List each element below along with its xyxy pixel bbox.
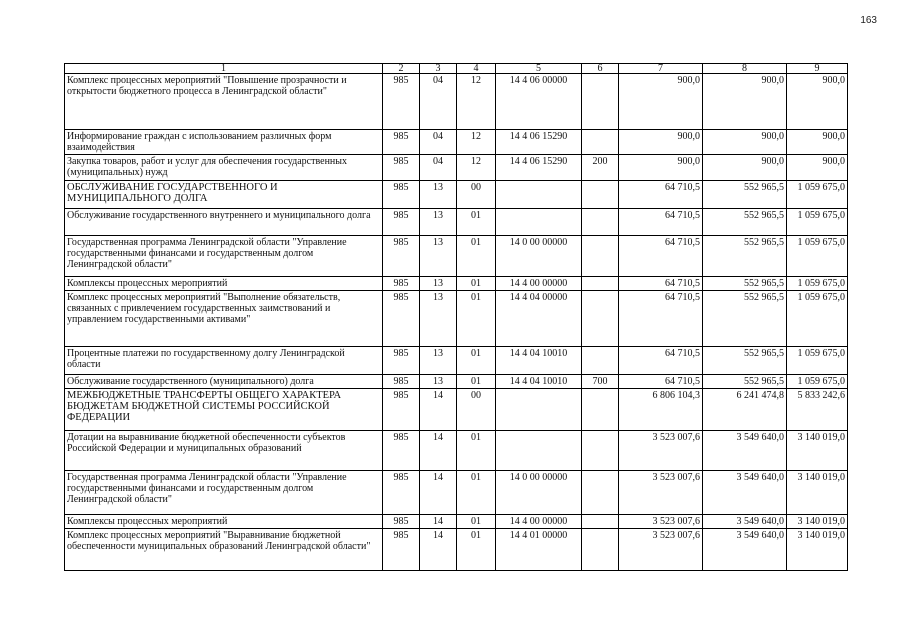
cell-amount-col7: 3 523 007,6 (619, 471, 703, 515)
cell-target-article (496, 389, 582, 431)
row-name: МЕЖБЮДЖЕТНЫЕ ТРАНСФЕРТЫ ОБЩЕГО ХАРАКТЕРА БЮДЖЕТАМ БЮДЖЕТНОЙ СИСТЕМЫ РОССИЙСКОЙ ФЕДЕРАЦИИ (65, 389, 383, 431)
cell-amount-col8: 552 965,5 (703, 236, 787, 277)
cell-amount-col9: 1 059 675,0 (787, 291, 848, 347)
cell-amount-col7: 64 710,5 (619, 181, 703, 209)
cell-target-article (496, 431, 582, 471)
header-cell: 7 (619, 64, 703, 74)
header-cell: 9 (787, 64, 848, 74)
cell-admin-code: 985 (383, 375, 420, 389)
table-row (65, 375, 848, 389)
cell-section: 04 (420, 74, 457, 130)
cell-subsection: 12 (457, 130, 496, 155)
row-name: Закупка товаров, работ и услуг для обеспечения государственных (муниципальных) нужд (65, 155, 383, 181)
cell-section: 13 (420, 209, 457, 236)
page-number: 163 (860, 15, 877, 26)
cell-amount-col9: 900,0 (787, 74, 848, 130)
cell-admin-code: 985 (383, 291, 420, 347)
cell-expense-type: 200 (582, 155, 619, 181)
cell-admin-code: 985 (383, 209, 420, 236)
cell-amount-col9: 900,0 (787, 155, 848, 181)
cell-section: 13 (420, 291, 457, 347)
cell-amount-col8: 3 549 640,0 (703, 515, 787, 529)
cell-admin-code: 985 (383, 347, 420, 375)
row-name: Процентные платежи по государственному долгу Ленинградской области (65, 347, 383, 375)
cell-target-article (496, 209, 582, 236)
table-row (65, 347, 848, 375)
table-row (65, 236, 848, 277)
header-cell: 8 (703, 64, 787, 74)
cell-expense-type (582, 181, 619, 209)
row-name: Комплекс процессных мероприятий "Повышение прозрачности и открытости бюджетного процесса в Ленинградской области" (65, 74, 383, 130)
cell-amount-col7: 900,0 (619, 130, 703, 155)
cell-admin-code: 985 (383, 236, 420, 277)
cell-section: 14 (420, 529, 457, 571)
cell-section: 04 (420, 130, 457, 155)
header-cell: 2 (383, 64, 420, 74)
cell-admin-code: 985 (383, 74, 420, 130)
cell-amount-col8: 552 965,5 (703, 277, 787, 291)
cell-amount-col8: 900,0 (703, 155, 787, 181)
cell-expense-type (582, 389, 619, 431)
table-row (65, 529, 848, 571)
cell-target-article (496, 181, 582, 209)
cell-amount-col9: 1 059 675,0 (787, 347, 848, 375)
cell-amount-col9: 1 059 675,0 (787, 236, 848, 277)
cell-section: 13 (420, 236, 457, 277)
cell-admin-code: 985 (383, 471, 420, 515)
cell-amount-col9: 3 140 019,0 (787, 515, 848, 529)
cell-section: 04 (420, 155, 457, 181)
table-row (65, 181, 848, 209)
cell-amount-col7: 64 710,5 (619, 291, 703, 347)
cell-amount-col9: 3 140 019,0 (787, 431, 848, 471)
cell-expense-type (582, 515, 619, 529)
table-row (65, 291, 848, 347)
cell-amount-col7: 64 710,5 (619, 277, 703, 291)
table-header-row (65, 64, 848, 74)
table-row (65, 431, 848, 471)
row-name: Дотации на выравнивание бюджетной обеспеченности субъектов Российской Федерации и муниципальных образований (65, 431, 383, 471)
cell-expense-type (582, 347, 619, 375)
cell-section: 14 (420, 471, 457, 515)
header-cell: 4 (457, 64, 496, 74)
cell-expense-type (582, 277, 619, 291)
cell-amount-col7: 900,0 (619, 155, 703, 181)
cell-subsection: 01 (457, 471, 496, 515)
cell-amount-col8: 552 965,5 (703, 291, 787, 347)
row-name: ОБСЛУЖИВАНИЕ ГОСУДАРСТВЕННОГО И МУНИЦИПАЛЬНОГО ДОЛГА (65, 181, 383, 209)
cell-target-article: 14 4 04 00000 (496, 291, 582, 347)
cell-subsection: 01 (457, 236, 496, 277)
cell-expense-type (582, 209, 619, 236)
cell-target-article: 14 4 06 15290 (496, 130, 582, 155)
cell-amount-col7: 64 710,5 (619, 347, 703, 375)
cell-section: 13 (420, 181, 457, 209)
cell-amount-col8: 552 965,5 (703, 375, 787, 389)
cell-amount-col8: 6 241 474,8 (703, 389, 787, 431)
cell-expense-type (582, 130, 619, 155)
cell-subsection: 12 (457, 155, 496, 181)
row-name: Государственная программа Ленинградской области "Управление государственными финансами и государственным долгом Ленинградской области" (65, 236, 383, 277)
cell-amount-col9: 1 059 675,0 (787, 277, 848, 291)
cell-subsection: 01 (457, 209, 496, 236)
cell-amount-col7: 64 710,5 (619, 236, 703, 277)
cell-amount-col9: 1 059 675,0 (787, 375, 848, 389)
cell-subsection: 12 (457, 74, 496, 130)
row-name: Комплексы процессных мероприятий (65, 277, 383, 291)
cell-amount-col9: 3 140 019,0 (787, 471, 848, 515)
cell-expense-type (582, 529, 619, 571)
cell-subsection: 01 (457, 347, 496, 375)
cell-section: 14 (420, 431, 457, 471)
row-name: Комплекс процессных мероприятий "Выполнение обязательств, связанных с привлечением государственных заимствований и управлением государственными активами" (65, 291, 383, 347)
cell-target-article: 14 4 06 00000 (496, 74, 582, 130)
cell-amount-col7: 6 806 104,3 (619, 389, 703, 431)
cell-amount-col7: 3 523 007,6 (619, 515, 703, 529)
cell-section: 13 (420, 375, 457, 389)
cell-section: 14 (420, 389, 457, 431)
cell-amount-col9: 5 833 242,6 (787, 389, 848, 431)
row-name: Комплекс процессных мероприятий "Выравнивание бюджетной обеспеченности муниципальных образований Ленинградской области" (65, 529, 383, 571)
cell-amount-col7: 64 710,5 (619, 209, 703, 236)
cell-admin-code: 985 (383, 155, 420, 181)
cell-subsection: 00 (457, 389, 496, 431)
header-cell: 5 (496, 64, 582, 74)
cell-admin-code: 985 (383, 515, 420, 529)
table-row (65, 155, 848, 181)
table-row (65, 209, 848, 236)
cell-subsection: 01 (457, 515, 496, 529)
cell-section: 13 (420, 347, 457, 375)
cell-amount-col7: 3 523 007,6 (619, 431, 703, 471)
cell-section: 13 (420, 277, 457, 291)
cell-subsection: 01 (457, 291, 496, 347)
cell-amount-col8: 900,0 (703, 130, 787, 155)
cell-amount-col9: 3 140 019,0 (787, 529, 848, 571)
cell-subsection: 01 (457, 277, 496, 291)
cell-expense-type (582, 471, 619, 515)
budget-table (64, 63, 848, 571)
cell-target-article: 14 4 00 00000 (496, 277, 582, 291)
cell-admin-code: 985 (383, 529, 420, 571)
cell-subsection: 01 (457, 375, 496, 389)
cell-admin-code: 985 (383, 389, 420, 431)
cell-amount-col8: 552 965,5 (703, 209, 787, 236)
cell-expense-type: 700 (582, 375, 619, 389)
table-row (65, 130, 848, 155)
cell-target-article: 14 4 04 10010 (496, 375, 582, 389)
cell-admin-code: 985 (383, 277, 420, 291)
cell-amount-col7: 64 710,5 (619, 375, 703, 389)
cell-admin-code: 985 (383, 181, 420, 209)
cell-expense-type (582, 431, 619, 471)
cell-target-article: 14 4 01 00000 (496, 529, 582, 571)
cell-amount-col8: 552 965,5 (703, 347, 787, 375)
cell-amount-col8: 3 549 640,0 (703, 431, 787, 471)
cell-amount-col8: 900,0 (703, 74, 787, 130)
cell-target-article: 14 4 00 00000 (496, 515, 582, 529)
table-row (65, 277, 848, 291)
cell-target-article: 14 0 00 00000 (496, 236, 582, 277)
cell-expense-type (582, 291, 619, 347)
row-name: Обслуживание государственного внутреннего и муниципального долга (65, 209, 383, 236)
header-cell: 1 (65, 64, 383, 74)
row-name: Обслуживание государственного (муниципального) долга (65, 375, 383, 389)
cell-target-article: 14 4 04 10010 (496, 347, 582, 375)
cell-amount-col8: 3 549 640,0 (703, 529, 787, 571)
cell-target-article: 14 4 06 15290 (496, 155, 582, 181)
cell-subsection: 00 (457, 181, 496, 209)
row-name: Государственная программа Ленинградской области "Управление государственными финансами и государственным долгом Ленинградской области" (65, 471, 383, 515)
cell-amount-col8: 3 549 640,0 (703, 471, 787, 515)
table-row (65, 471, 848, 515)
cell-expense-type (582, 74, 619, 130)
cell-amount-col8: 552 965,5 (703, 181, 787, 209)
cell-amount-col9: 900,0 (787, 130, 848, 155)
cell-section: 14 (420, 515, 457, 529)
cell-target-article: 14 0 00 00000 (496, 471, 582, 515)
header-cell: 6 (582, 64, 619, 74)
table-row (65, 74, 848, 130)
cell-amount-col7: 900,0 (619, 74, 703, 130)
cell-amount-col7: 3 523 007,6 (619, 529, 703, 571)
cell-subsection: 01 (457, 529, 496, 571)
cell-subsection: 01 (457, 431, 496, 471)
header-cell: 3 (420, 64, 457, 74)
cell-admin-code: 985 (383, 431, 420, 471)
row-name: Комплексы процессных мероприятий (65, 515, 383, 529)
cell-expense-type (582, 236, 619, 277)
table-row (65, 389, 848, 431)
cell-amount-col9: 1 059 675,0 (787, 181, 848, 209)
row-name: Информирование граждан с использованием различных форм взаимодействия (65, 130, 383, 155)
table-row (65, 515, 848, 529)
cell-admin-code: 985 (383, 130, 420, 155)
cell-amount-col9: 1 059 675,0 (787, 209, 848, 236)
